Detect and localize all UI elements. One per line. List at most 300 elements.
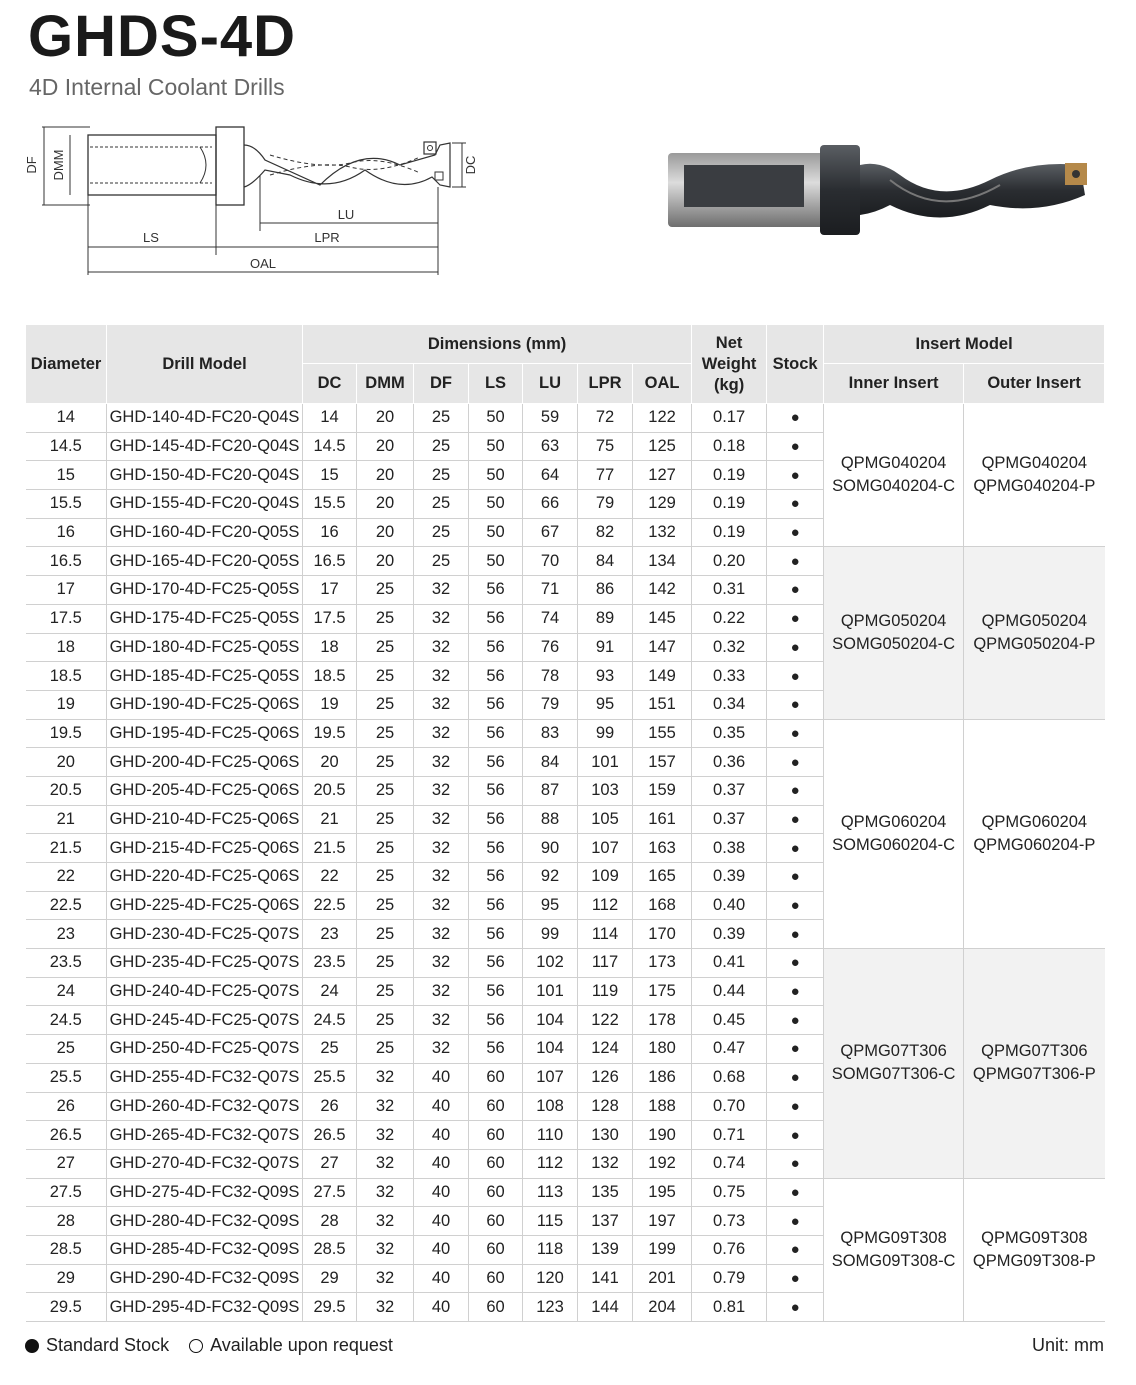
table-cell: GHD-270-4D-FC32-Q07S: [107, 1149, 303, 1178]
table-cell: 0.32: [692, 633, 767, 662]
table-cell: 0.41: [692, 949, 767, 978]
table-cell: 0.39: [692, 920, 767, 949]
table-cell: GHD-170-4D-FC25-Q05S: [107, 576, 303, 605]
table-cell: 27.5: [303, 1178, 357, 1207]
table-cell: GHD-235-4D-FC25-Q07S: [107, 949, 303, 978]
unit-label: Unit: mm: [1032, 1335, 1104, 1355]
table-cell: 18.5: [303, 662, 357, 691]
table-cell: GHD-145-4D-FC20-Q04S: [107, 432, 303, 461]
table-cell: 50: [469, 547, 523, 576]
table-cell: 93: [578, 662, 633, 691]
table-cell: 19: [303, 690, 357, 719]
header-drill-model: Drill Model: [107, 325, 303, 404]
stock-dot-icon: ●: [767, 1035, 824, 1064]
outer-insert-cell: [964, 1178, 1105, 1321]
stock-dot-icon: ●: [767, 547, 824, 576]
table-cell: 102: [523, 949, 578, 978]
table-cell: 0.17: [692, 404, 767, 433]
stock-dot-icon: ●: [767, 1063, 824, 1092]
table-cell: 84: [523, 748, 578, 777]
table-cell: 125: [633, 432, 692, 461]
outer-insert-cell: [964, 547, 1105, 719]
table-cell: 128: [578, 1092, 633, 1121]
table-cell: 0.74: [692, 1149, 767, 1178]
table-cell: 157: [633, 748, 692, 777]
table-cell: 147: [633, 633, 692, 662]
table-cell: 25: [26, 1035, 107, 1064]
table-cell: 0.31: [692, 576, 767, 605]
table-cell: GHD-215-4D-FC25-Q06S: [107, 834, 303, 863]
table-cell: 109: [578, 863, 633, 892]
outer-insert-code: QPMG050204: [981, 612, 1088, 630]
table-cell: 32: [414, 576, 469, 605]
stock-dot-icon: ●: [767, 1264, 824, 1293]
table-row: [26, 719, 1105, 748]
table-cell: 25: [357, 1006, 414, 1035]
inner-insert-code: QPMG07T306: [840, 1042, 947, 1061]
table-cell: 20: [357, 461, 414, 490]
inner-insert-cell: [824, 949, 964, 1179]
table-cell: 56: [469, 690, 523, 719]
table-cell: 105: [578, 805, 633, 834]
table-cell: 24.5: [303, 1006, 357, 1035]
table-cell: GHD-275-4D-FC32-Q09S: [107, 1178, 303, 1207]
table-cell: 92: [523, 863, 578, 892]
stock-dot-icon: ●: [767, 518, 824, 547]
table-cell: 132: [633, 518, 692, 547]
label-lu: LU: [337, 207, 355, 222]
table-cell: 195: [633, 1178, 692, 1207]
table-cell: 28: [26, 1207, 107, 1236]
table-cell: 16: [303, 518, 357, 547]
stock-dot-icon: ●: [767, 461, 824, 490]
stock-dot-icon: ●: [767, 977, 824, 1006]
table-cell: 40: [414, 1121, 469, 1150]
table-cell: 180: [633, 1035, 692, 1064]
table-cell: GHD-165-4D-FC20-Q05S: [107, 547, 303, 576]
table-cell: 27: [26, 1149, 107, 1178]
table-cell: 20: [357, 404, 414, 433]
table-cell: 20: [357, 518, 414, 547]
table-cell: 101: [578, 748, 633, 777]
table-cell: 0.37: [692, 805, 767, 834]
table-cell: 0.73: [692, 1207, 767, 1236]
stock-dot-icon: ●: [767, 490, 824, 519]
table-cell: 0.44: [692, 977, 767, 1006]
table-cell: 83: [523, 719, 578, 748]
table-cell: 90: [523, 834, 578, 863]
table-cell: 197: [633, 1207, 692, 1236]
table-cell: 99: [578, 719, 633, 748]
table-cell: 25: [357, 748, 414, 777]
table-cell: 60: [469, 1092, 523, 1121]
table-cell: 40: [414, 1092, 469, 1121]
table-cell: 0.38: [692, 834, 767, 863]
outer-insert-code: QPMG09T308-P: [972, 1251, 1096, 1270]
table-cell: 25: [414, 404, 469, 433]
table-cell: GHD-250-4D-FC25-Q07S: [107, 1035, 303, 1064]
table-cell: 17: [303, 576, 357, 605]
table-cell: 149: [633, 662, 692, 691]
inner-insert-code: SOMG07T306-C: [831, 1065, 956, 1084]
stock-dot-icon: ●: [767, 404, 824, 433]
table-cell: 178: [633, 1006, 692, 1035]
table-cell: 25: [357, 633, 414, 662]
stock-dot-icon: ●: [767, 949, 824, 978]
table-cell: 24: [26, 977, 107, 1006]
header-stock: Stock: [767, 325, 824, 404]
table-cell: 21.5: [303, 834, 357, 863]
label-dc: DC: [463, 155, 478, 175]
header-df: DF: [414, 364, 469, 404]
table-cell: 25.5: [26, 1063, 107, 1092]
table-cell: 0.33: [692, 662, 767, 691]
table-cell: 25: [357, 776, 414, 805]
table-cell: GHD-140-4D-FC20-Q04S: [107, 404, 303, 433]
table-cell: 60: [469, 1293, 523, 1322]
stock-dot-icon: ●: [767, 1178, 824, 1207]
table-cell: 151: [633, 690, 692, 719]
table-cell: 108: [523, 1092, 578, 1121]
table-cell: GHD-210-4D-FC25-Q06S: [107, 805, 303, 834]
stock-dot-icon: ●: [767, 604, 824, 633]
table-cell: 76: [523, 633, 578, 662]
table-cell: 32: [357, 1293, 414, 1322]
header-lpr: LPR: [578, 364, 633, 404]
table-cell: 161: [633, 805, 692, 834]
table-cell: 32: [414, 834, 469, 863]
table-cell: 60: [469, 1264, 523, 1293]
stock-dot-icon: ●: [767, 863, 824, 892]
table-cell: 32: [357, 1235, 414, 1264]
table-cell: 71: [523, 576, 578, 605]
table-cell: 118: [523, 1235, 578, 1264]
table-cell: 14.5: [303, 432, 357, 461]
table-cell: 20.5: [303, 776, 357, 805]
table-cell: 144: [578, 1293, 633, 1322]
table-cell: 32: [414, 949, 469, 978]
table-cell: 0.39: [692, 863, 767, 892]
table-cell: 32: [414, 977, 469, 1006]
table-cell: GHD-185-4D-FC25-Q05S: [107, 662, 303, 691]
table-cell: 59: [523, 404, 578, 433]
table-cell: 78: [523, 662, 578, 691]
table-cell: GHD-240-4D-FC25-Q07S: [107, 977, 303, 1006]
table-cell: 50: [469, 404, 523, 433]
table-cell: 56: [469, 1035, 523, 1064]
table-row: [26, 949, 1105, 978]
table-cell: 84: [578, 547, 633, 576]
table-cell: GHD-205-4D-FC25-Q06S: [107, 776, 303, 805]
stock-dot-icon: ●: [767, 633, 824, 662]
table-cell: 74: [523, 604, 578, 633]
outer-insert-code: QPMG040204-P: [973, 477, 1096, 496]
table-cell: 122: [578, 1006, 633, 1035]
table-cell: 20: [303, 748, 357, 777]
stock-dot-icon: ●: [767, 834, 824, 863]
table-cell: 103: [578, 776, 633, 805]
inner-insert-code: SOMG060204-C: [832, 835, 956, 854]
table-cell: 104: [523, 1035, 578, 1064]
table-cell: 27: [303, 1149, 357, 1178]
table-cell: GHD-230-4D-FC25-Q07S: [107, 920, 303, 949]
table-cell: 112: [578, 891, 633, 920]
table-cell: 145: [633, 604, 692, 633]
table-cell: 20: [357, 432, 414, 461]
table-cell: 107: [523, 1063, 578, 1092]
table-cell: 28.5: [26, 1235, 107, 1264]
table-cell: 19.5: [26, 719, 107, 748]
drill-product-image: [660, 135, 1100, 245]
table-cell: 25: [414, 432, 469, 461]
table-cell: 40: [414, 1293, 469, 1322]
table-cell: GHD-265-4D-FC32-Q07S: [107, 1121, 303, 1150]
table-cell: 165: [633, 863, 692, 892]
table-cell: 56: [469, 633, 523, 662]
table-cell: 22.5: [303, 891, 357, 920]
table-body: [26, 404, 1105, 1322]
table-cell: 56: [469, 576, 523, 605]
table-cell: 201: [633, 1264, 692, 1293]
table-cell: 25: [357, 805, 414, 834]
table-row: [26, 1178, 1105, 1207]
table-cell: 0.45: [692, 1006, 767, 1035]
table-cell: 120: [523, 1264, 578, 1293]
outer-insert-code: QPMG07T306-P: [972, 1065, 1096, 1084]
stock-dot-icon: ●: [767, 891, 824, 920]
table-cell: GHD-155-4D-FC20-Q04S: [107, 490, 303, 519]
table-cell: 64: [523, 461, 578, 490]
table-cell: 56: [469, 949, 523, 978]
outer-insert-code: QPMG09T308: [981, 1228, 1088, 1247]
label-ls: LS: [143, 230, 159, 245]
table-cell: GHD-175-4D-FC25-Q05S: [107, 604, 303, 633]
table-cell: 119: [578, 977, 633, 1006]
table-cell: 32: [357, 1178, 414, 1207]
table-cell: 170: [633, 920, 692, 949]
header-dc: DC: [303, 364, 357, 404]
table-cell: 0.37: [692, 776, 767, 805]
table-cell: GHD-190-4D-FC25-Q06S: [107, 690, 303, 719]
page-subtitle: 4D Internal Coolant Drills: [29, 74, 285, 100]
stock-dot-icon: ●: [767, 576, 824, 605]
table-cell: 122: [633, 404, 692, 433]
table-cell: 135: [578, 1178, 633, 1207]
table-cell: 25: [357, 662, 414, 691]
table-cell: 0.36: [692, 748, 767, 777]
drill-spec-table: [25, 324, 1105, 1322]
table-cell: 40: [414, 1063, 469, 1092]
table-cell: 0.20: [692, 547, 767, 576]
header-dmm: DMM: [357, 364, 414, 404]
table-cell: 32: [357, 1207, 414, 1236]
stock-dot-icon: ●: [767, 1207, 824, 1236]
table-cell: 124: [578, 1035, 633, 1064]
table-cell: 23.5: [303, 949, 357, 978]
table-cell: 130: [578, 1121, 633, 1150]
table-cell: 91: [578, 633, 633, 662]
table-cell: 18.5: [26, 662, 107, 691]
table-cell: 32: [414, 776, 469, 805]
table-cell: 56: [469, 891, 523, 920]
table-cell: 25: [414, 461, 469, 490]
table-cell: 79: [578, 490, 633, 519]
label-oal: OAL: [249, 256, 277, 271]
table-cell: 25: [357, 920, 414, 949]
inner-insert-code: QPMG060204: [840, 812, 947, 831]
table-cell: 56: [469, 776, 523, 805]
stock-dot-icon: ●: [767, 1235, 824, 1264]
table-row: [26, 547, 1105, 576]
table-cell: 19.5: [303, 719, 357, 748]
table-cell: 60: [469, 1121, 523, 1150]
table-cell: 117: [578, 949, 633, 978]
header-oal: OAL: [633, 364, 692, 404]
table-cell: 23: [26, 920, 107, 949]
table-cell: 25: [357, 863, 414, 892]
table-cell: 25: [357, 1035, 414, 1064]
table-cell: 16: [26, 518, 107, 547]
table-cell: GHD-160-4D-FC20-Q05S: [107, 518, 303, 547]
table-cell: 56: [469, 920, 523, 949]
table-cell: 137: [578, 1207, 633, 1236]
header-insert-model: Insert Model: [824, 325, 1105, 364]
table-cell: 110: [523, 1121, 578, 1150]
table-cell: 21: [303, 805, 357, 834]
table-cell: 32: [414, 805, 469, 834]
table-cell: 60: [469, 1178, 523, 1207]
table-cell: 56: [469, 604, 523, 633]
table-cell: 40: [414, 1178, 469, 1207]
table-cell: 20: [357, 490, 414, 519]
table-cell: 15: [303, 461, 357, 490]
table-cell: 25: [357, 891, 414, 920]
table-cell: 26.5: [26, 1121, 107, 1150]
table-cell: GHD-260-4D-FC32-Q07S: [107, 1092, 303, 1121]
table-cell: 129: [633, 490, 692, 519]
table-cell: 32: [414, 1035, 469, 1064]
table-cell: GHD-180-4D-FC25-Q05S: [107, 633, 303, 662]
empty-circle-icon: [189, 1339, 203, 1353]
table-cell: 32: [414, 690, 469, 719]
table-cell: 188: [633, 1092, 692, 1121]
table-cell: 0.75: [692, 1178, 767, 1207]
table-cell: 0.19: [692, 518, 767, 547]
table-cell: 192: [633, 1149, 692, 1178]
table-cell: 29: [26, 1264, 107, 1293]
table-cell: 89: [578, 604, 633, 633]
stock-dot-icon: ●: [767, 920, 824, 949]
table-cell: 163: [633, 834, 692, 863]
table-cell: 25: [414, 490, 469, 519]
header-inner-insert: Inner Insert: [824, 364, 964, 404]
table-cell: 72: [578, 404, 633, 433]
header-outer-insert: Outer Insert: [964, 364, 1105, 404]
table-cell: 204: [633, 1293, 692, 1322]
table-cell: 22: [26, 863, 107, 892]
table-cell: GHD-280-4D-FC32-Q09S: [107, 1207, 303, 1236]
table-cell: 87: [523, 776, 578, 805]
table-cell: 17.5: [26, 604, 107, 633]
table-cell: 25.5: [303, 1063, 357, 1092]
inner-insert-code: QPMG050204: [840, 612, 947, 630]
table-cell: 173: [633, 949, 692, 978]
table-cell: 32: [357, 1121, 414, 1150]
table-cell: 32: [414, 920, 469, 949]
table-cell: 67: [523, 518, 578, 547]
table-cell: 25: [357, 977, 414, 1006]
table-cell: 23: [303, 920, 357, 949]
inner-insert-code: SOMG09T308-C: [831, 1251, 956, 1270]
table-cell: 19: [26, 690, 107, 719]
table-cell: 26.5: [303, 1121, 357, 1150]
table-cell: 25: [357, 719, 414, 748]
filled-circle-icon: [25, 1339, 39, 1353]
table-cell: 27.5: [26, 1178, 107, 1207]
table-cell: 40: [414, 1235, 469, 1264]
table-cell: 32: [357, 1092, 414, 1121]
outer-insert-code: QPMG040204: [981, 454, 1088, 473]
table-cell: 32: [414, 662, 469, 691]
header-net-weight: Net Weight (kg): [692, 325, 767, 404]
table-cell: 0.40: [692, 891, 767, 920]
table-cell: 113: [523, 1178, 578, 1207]
table-cell: 20: [26, 748, 107, 777]
table-cell: 24.5: [26, 1006, 107, 1035]
legend-standard: Standard Stock: [46, 1335, 170, 1355]
table-cell: 190: [633, 1121, 692, 1150]
table-cell: 28: [303, 1207, 357, 1236]
table-cell: 155: [633, 719, 692, 748]
inner-insert-cell: [824, 404, 964, 547]
label-df: DF: [24, 156, 39, 174]
table-cell: 79: [523, 690, 578, 719]
drill-dimension-diagram: [20, 115, 480, 285]
table-cell: 18: [26, 633, 107, 662]
table-cell: 104: [523, 1006, 578, 1035]
table-cell: 60: [469, 1063, 523, 1092]
stock-dot-icon: ●: [767, 432, 824, 461]
stock-dot-icon: ●: [767, 805, 824, 834]
table-cell: 25: [357, 949, 414, 978]
table-cell: 15: [26, 461, 107, 490]
page-title: GHDS-4D: [28, 4, 297, 69]
table-cell: 112: [523, 1149, 578, 1178]
table-cell: 32: [414, 719, 469, 748]
table-cell: 70: [523, 547, 578, 576]
table-cell: 29.5: [26, 1293, 107, 1322]
table-cell: GHD-290-4D-FC32-Q09S: [107, 1264, 303, 1293]
table-cell: 25: [357, 834, 414, 863]
outer-insert-code: QPMG050204-P: [973, 635, 1096, 653]
table-cell: 0.34: [692, 690, 767, 719]
table-cell: 25: [357, 576, 414, 605]
table-cell: 56: [469, 863, 523, 892]
stock-dot-icon: ●: [767, 1149, 824, 1178]
table-cell: 63: [523, 432, 578, 461]
table-cell: 32: [414, 748, 469, 777]
table-cell: 21: [26, 805, 107, 834]
header-dimensions: Dimensions (mm): [303, 325, 692, 364]
table-cell: 18: [303, 633, 357, 662]
table-cell: 141: [578, 1264, 633, 1293]
table-cell: 199: [633, 1235, 692, 1264]
table-cell: 60: [469, 1149, 523, 1178]
stock-dot-icon: ●: [767, 748, 824, 777]
table-cell: 134: [633, 547, 692, 576]
table-cell: 40: [414, 1264, 469, 1293]
table-cell: 14: [26, 404, 107, 433]
